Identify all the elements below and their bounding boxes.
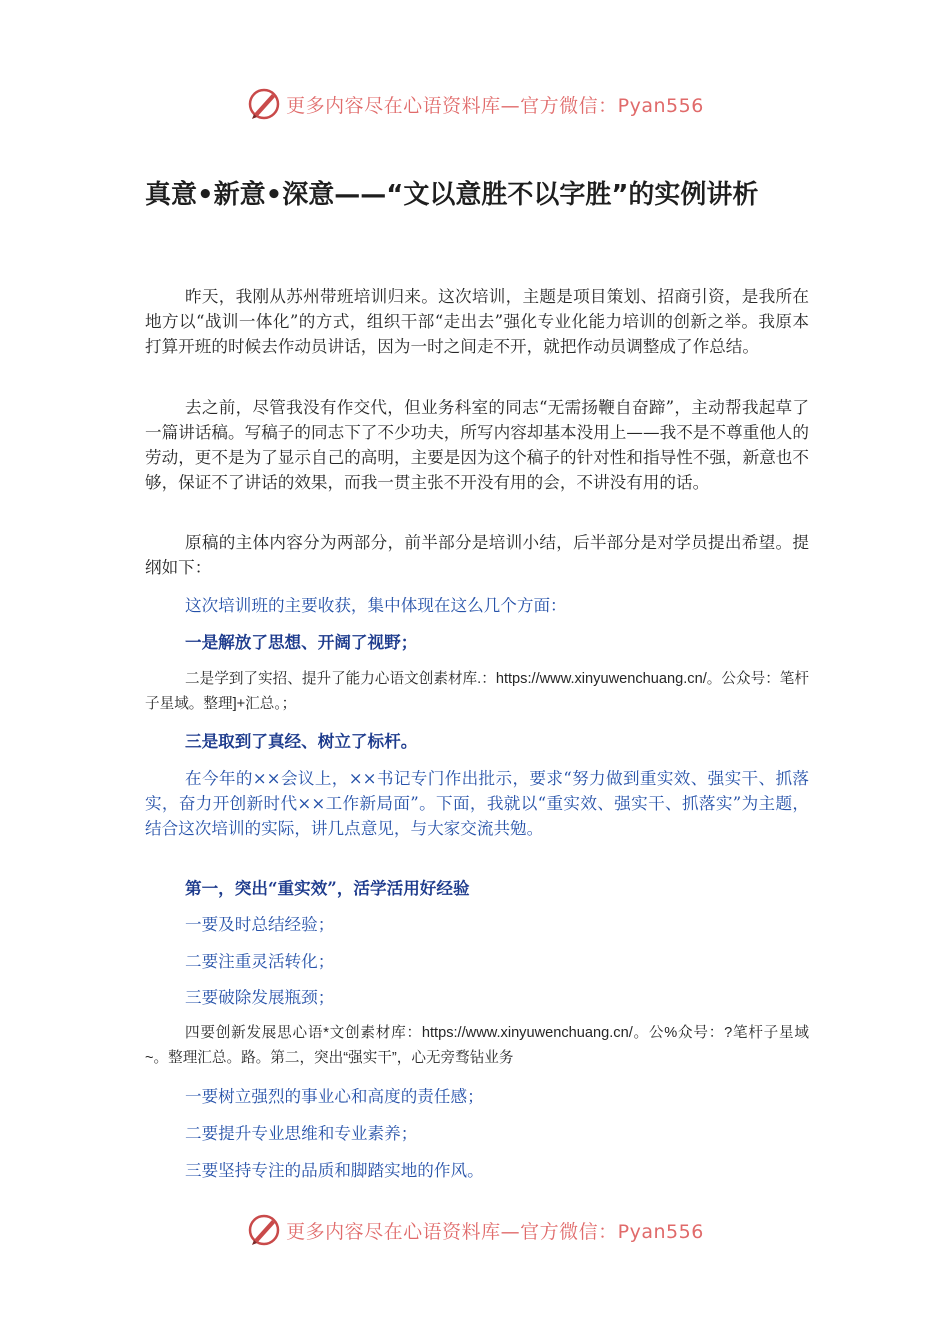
document-title: 真意•新意•深意——“文以意胜不以字胜”的实例讲析 [145, 180, 759, 210]
paragraph-2: 去之前，尽管我没有作交代，但业务科室的同志“无需扬鞭自奋蹄”，主动帮我起草了一篇讲话稿。写稿子的同志下了不少功夫，所写内容却基本没用上——我不是不尊重他人的劳动，更不是为了显示自己的高明，主要是因为这个稿子的针对性和指导性不强，新意也不够，保证不了讲话的效果，而我一贯主张不开没有用的会，不讲没有用的话。 [145, 398, 809, 492]
banner-text: 更多内容尽在心语资料库—官方微信：Pyan556 [286, 94, 704, 117]
outline-point-1: 一是解放了思想、开阔了视野； [185, 632, 418, 652]
paragraph-3: 原稿的主体内容分为两部分，前半部分是培训小结，后半部分是对学员提出希望。提纲如下： [145, 533, 809, 577]
pen-logo-icon [246, 86, 282, 122]
section-2-item-3: 三要坚持专注的品质和脚踏实地的作风。 [185, 1161, 484, 1180]
banner-text: 更多内容尽在心语资料库—官方微信：Pyan556 [286, 1220, 704, 1243]
pen-logo-icon [246, 1212, 282, 1248]
speech-intro: 在今年的××会议上，××书记专门作出批示，要求“努力做到重实效、强实干、抓落实，奋力开创新时代××工作新局面”。下面，我就以“重实效、强实干、抓落实”为主题，结合这次培训的实际，讲几点意见，与大家交流共勉。 [145, 769, 809, 838]
outline-intro: 这次培训班的主要收获，集中体现在这么几个方面： [185, 596, 567, 615]
section-2-item-2: 二要提升专业思维和专业素养； [185, 1124, 418, 1143]
watermark-banner-top [0, 84, 950, 124]
section-1-item-1: 一要及时总结经验； [185, 915, 335, 934]
section-1-item-4: 四要创新发展思心语*文创素材库：https://www.xinyuwenchuang.cn/。公%众号：?笔杆子星域~。整理汇总。路。第二，突出“强实干”，心无旁骛钻业务 [145, 1025, 809, 1066]
outline-point-2: 二是学到了实招、提升了能力心语文创素材库.：https://www.xinyuwenchuang.cn/。公众号：笔杆子星域。整理]+汇总。； [145, 671, 809, 712]
outline-point-3: 三是取到了真经、树立了标杆。 [185, 731, 418, 751]
section-heading-1: 第一，突出“重实效”，活学活用好经验 [185, 878, 470, 898]
section-2-item-1: 一要树立强烈的事业心和高度的责任感； [185, 1087, 484, 1106]
watermark-banner-bottom [0, 1210, 950, 1250]
section-1-item-2: 二要注重灵活转化； [185, 952, 335, 971]
paragraph-1: 昨天，我刚从苏州带班培训归来。这次培训，主题是项目策划、招商引资，是我所在地方以“战训一体化”的方式，组织干部“走出去”强化专业化能力培训的创新之举。我原本打算开班的时候去作动员讲话，因为一时之间走不开，就把作动员调整成了作总结。 [145, 287, 809, 356]
section-1-item-3: 三要破除发展瓶颈； [185, 988, 335, 1007]
